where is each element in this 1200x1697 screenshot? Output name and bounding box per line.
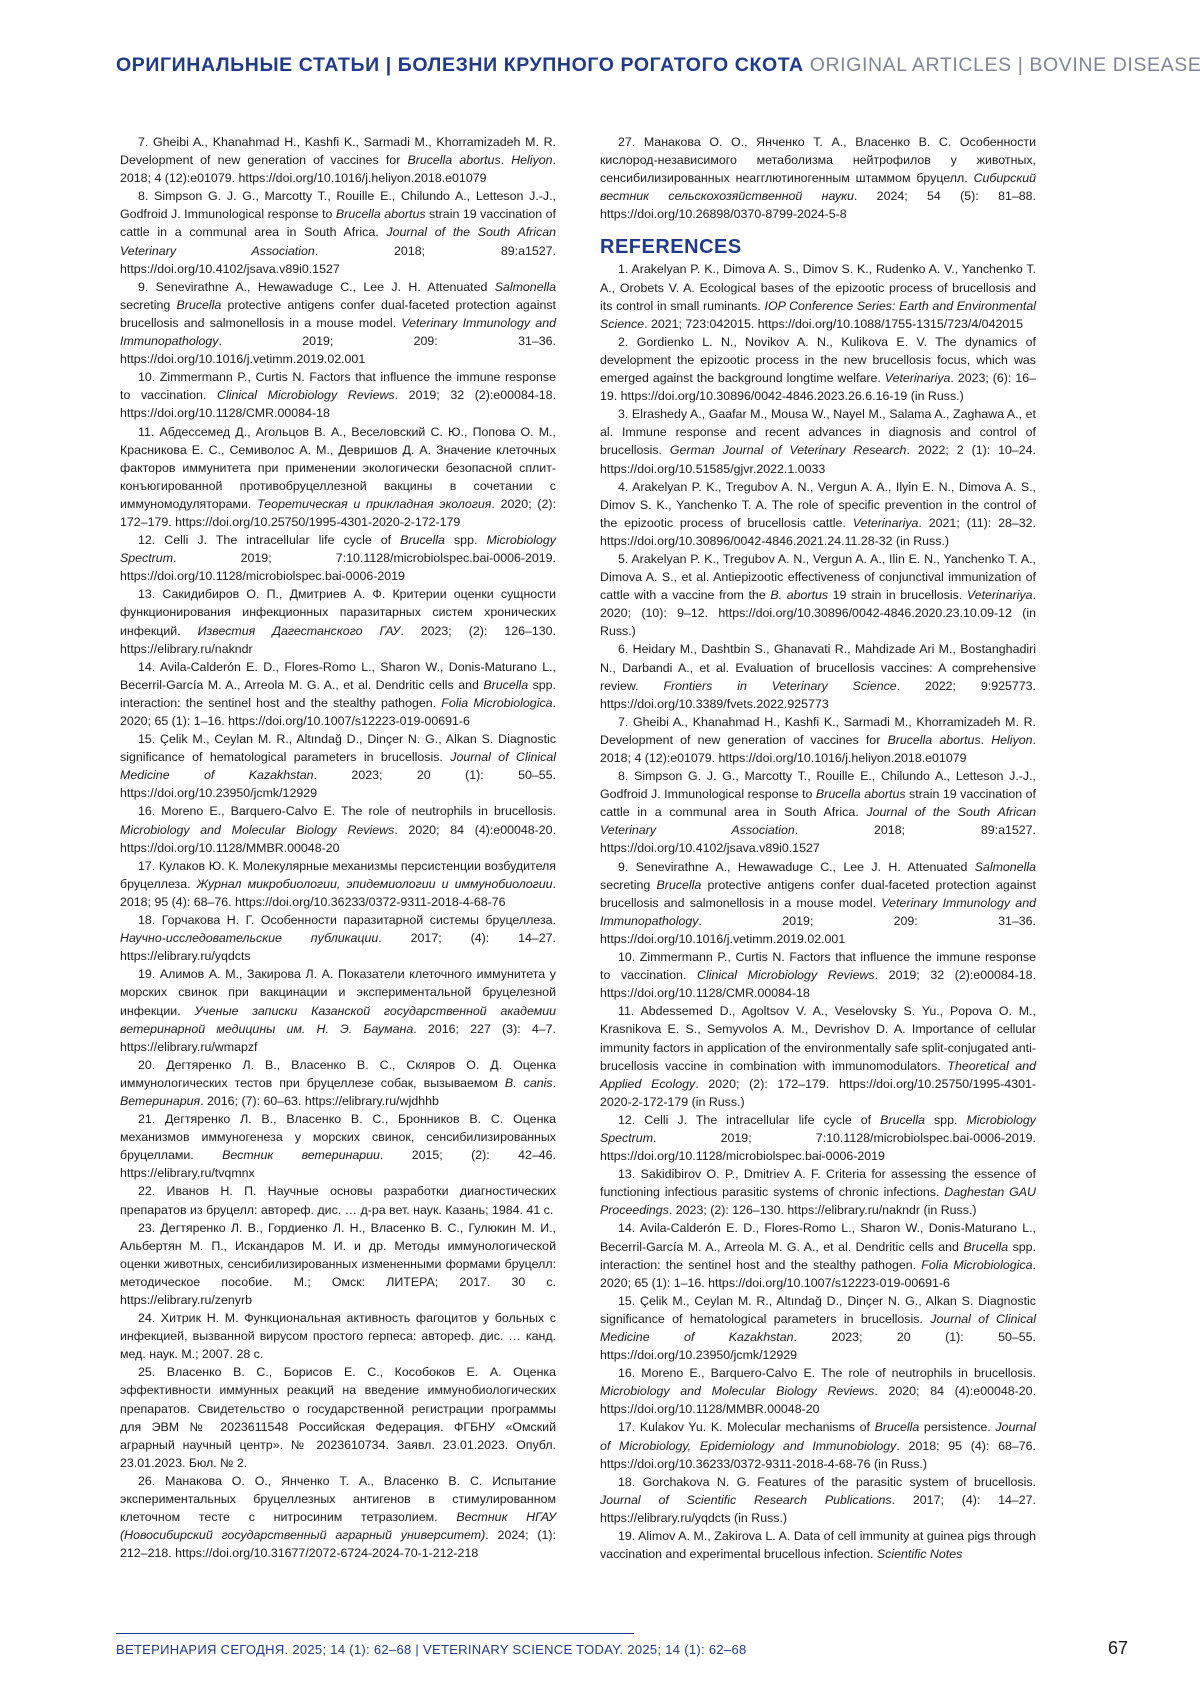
- reference-item: 14. Avila-Calderón E. D., Flores-Romo L., Sharon W., Donis-Maturano L., Becerril-García M. A., Arreola M. G. A., et al. Dendritic cells and Brucella spp. interaction: the sentinel host and the stealthy pathogen. Folia Microbiologica. 2020; 65 (1): 1–16. https://doi.org/10.1007/s12223-019-00691-6: [600, 1219, 1036, 1291]
- reference-item: 21. Дегтяренко Л. В., Власенко В. С., Бронников В. С. Оценка механизмов иммуногенеза у морских свинок, сенсибилизированных бруцеллами. Вестник ветеринарии. 2015; (2): 42–46. https://elibrary.ru/tvqmnx: [120, 1110, 556, 1182]
- reference-item: 9. Senevirathne A., Hewawaduge C., Lee J. H. Attenuated Salmonella secreting Brucella protective antigens confer dual-faceted protection against brucellosis and salmonellosis in a mouse model. Veterinary Immunology and Immunopathology. 2019; 209: 31–36. https://doi.org/10.1016/j.vetimm.2019.02.001: [120, 278, 556, 368]
- reference-item: 23. Дегтяренко Л. В., Гордиенко Л. Н., Власенко В. С., Гулюкин М. И., Альбертян М. П., Искандаров М. И. и др. Методы иммунологической оценки животных, сенсибилизированных измененными формами бруцелл: методическое пособие. М.; Омск: ЛИТЕРА; 2017. 30 с. https://elibrary.ru/zenyrb: [120, 1219, 556, 1309]
- reference-item: 24. Хитрик Н. М. Функциональная активность фагоцитов у больных с инфекцией, вызванной вирусом простого герпеса: автореф. дис. … канд. мед. наук. М.; 2007. 28 с.: [120, 1309, 556, 1363]
- right-references-list: [600, 260, 1036, 1563]
- reference-item: 15. Çelik M., Ceylan M. R., Altındağ D., Dinçer N. G., Alkan S. Diagnostic significance of hematological parameters in brucellosis. Journal of Clinical Medicine of Kazakhstan. 2023; 20 (1): 50–55. https://doi.org/10.23950/jcmk/12929: [600, 1292, 1036, 1364]
- reference-item: 12. Celli J. The intracellular life cycle of Brucella spp. Microbiology Spectrum. 2019; 7:10.1128/microbiolspec.bai-0006-2019. https://doi.org/10.1128/microbiolspec.bai-0006-2019: [120, 531, 556, 585]
- reference-item: 18. Gorchakova N. G. Features of the parasitic system of brucellosis. Journal of Scientific Research Publications. 2017; (4): 14–27. https://elibrary.ru/yqdcts (in Russ.): [600, 1473, 1036, 1527]
- reference-item: 16. Moreno E., Barquero-Calvo E. The role of neutrophils in brucellosis. Microbiology and Molecular Biology Reviews. 2020; 84 (4):e00048-20. https://doi.org/10.1128/MMBR.00048-20: [120, 802, 556, 856]
- reference-item: 22. Иванов Н. П. Научные основы разработки диагностических препаратов из бруцелл: автореф. дис. … д-ра вет. наук. Казань; 1984. 41 с.: [120, 1182, 556, 1218]
- reference-item: 11. Абдессемед Д., Агольцов В. А., Веселовский С. Ю., Попова О. М., Красникова Е. С., Семиволос А. М., Девришов Д. А. Значение клеточных факторов иммунитета при применении экологически безопасной сплит-конъюгированной противобруцеллезной вакцины в сочетании с иммуномодуляторами. Теоретическая и прикладная экология. 2020; (2): 172–179. https://doi.org/10.25750/1995-4301-2020-2-172-179: [120, 423, 556, 532]
- reference-item: 16. Moreno E., Barquero-Calvo E. The role of neutrophils in brucellosis. Microbiology and Molecular Biology Reviews. 2020; 84 (4):e00048-20. https://doi.org/10.1128/MMBR.00048-20: [600, 1364, 1036, 1418]
- reference-item: 10. Zimmermann P., Curtis N. Factors that influence the immune response to vaccination. Clinical Microbiology Reviews. 2019; 32 (2):e00084-18. https://doi.org/10.1128/CMR.00084-18: [120, 368, 556, 422]
- reference-item: 12. Celli J. The intracellular life cycle of Brucella spp. Microbiology Spectrum. 2019; 7:10.1128/microbiolspec.bai-0006-2019. https://doi.org/10.1128/microbiolspec.bai-0006-2019: [600, 1111, 1036, 1165]
- footer-citation: ВЕТЕРИНАРИЯ СЕГОДНЯ. 2025; 14 (1): 62–68 | VETERINARY SCIENCE TODAY. 2025; 14 (1): 62–68: [116, 1642, 747, 1657]
- page-number: 67: [1108, 1638, 1128, 1659]
- reference-item: 27. Манакова О. О., Янченко Т. А., Власенко В. С. Особенности кислород-независимого метаболизма нейтрофилов у животных, сенсибилизированных неагглютиногенным штаммом бруцелл. Сибирский вестник сельскохозяйственной науки. 2024; 54 (5): 81–88. https://doi.org/10.26898/0370-8799-2024-5-8: [600, 133, 1036, 223]
- reference-item: 20. Дегтяренко Л. В., Власенко В. С., Скляров О. Д. Оценка иммунологических тестов при бруцеллезе собак, вызываемом B. canis. Ветеринария. 2016; (7): 60–63. https://elibrary.ru/wjdhhb: [120, 1056, 556, 1110]
- reference-item: 6. Heidary M., Dashtbin S., Ghanavati R., Mahdizade Ari M., Bostanghadiri N., Darbandi A., et al. Evaluation of brucellosis vaccines: A comprehensive review. Frontiers in Veterinary Science. 2022; 9:925773. https://doi.org/10.3389/fvets.2022.925773: [600, 640, 1036, 712]
- reference-item: 3. Elrashedy A., Gaafar M., Mousa W., Nayel M., Salama A., Zaghawa A., et al. Immune response and recent advances in diagnosis and control of brucellosis. German Journal of Veterinary Research. 2022; 2 (1): 10–24. https://doi.org/10.51585/gjvr.2022.1.0033: [600, 405, 1036, 477]
- reference-item: 2. Gordienko L. N., Novikov A. N., Kulikova E. V. The dynamics of development the epizootic process in the new brucellosis focus, which was emerged against the background longtime welfare. Veterinariya. 2023; (6): 16–19. https://doi.org/10.30896/0042-4846.2023.26.6.16-19 (in Russ.): [600, 333, 1036, 405]
- reference-item: 18. Горчакова Н. Г. Особенности паразитарной системы бруцеллеза. Научно-исследовательские публикации. 2017; (4): 14–27. https://elibrary.ru/yqdcts: [120, 911, 556, 965]
- reference-item: 11. Abdessemed D., Agoltsov V. A., Veselovsky S. Yu., Popova O. M., Krasnikova E. S., Semyvolos A. M., Devrishov D. A. Importance of cellular immunity factors in application of the environmentally safe split-conjugated anti-brucellosis vaccine in combination with immunomodulators. Theoretical and Applied Ecology. 2020; (2): 172–179. https://doi.org/10.25750/1995-4301-2020-2-172-179 (in Russ.): [600, 1002, 1036, 1111]
- references-title: REFERENCES: [600, 235, 1036, 259]
- reference-item: 25. Власенко В. С., Борисов Е. С., Кособоков Е. А. Оценка эффективности иммунных реакций на введение иммунобиологических препаратов. Свидетельство о государственной регистрации программы для ЭВМ № 2023611548 Российская Федерация. ФГБНУ «Омский аграрный научный центр». № 2023610734. Заявл. 23.01.2023. Опубл. 23.01.2023. Бюл. № 2.: [120, 1363, 556, 1472]
- left-column: [120, 133, 556, 1562]
- reference-item: 13. Сакидибиров О. П., Дмитриев А. Ф. Критерии оценки сущности функционирования инфекционных паразитарных систем хронических инфекций. Известия Дагестанского ГАУ. 2023; (2): 126–130. https://elibrary.ru/nakndr: [120, 585, 556, 657]
- reference-item: 4. Arakelyan P. K., Tregubov A. N., Vergun A. A., Ilyin E. N., Dimova A. S., Dimov S. K., Yanchenko T. A. The role of specific prevention in the control of the epizootic process of brucellosis cattle. Veterinariya. 2021; (11): 28–32. https://doi.org/10.30896/0042-4846.2021.24.11.28-32 (in Russ.): [600, 478, 1036, 550]
- reference-item: 7. Gheibi A., Khanahmad H., Kashfi K., Sarmadi M., Khorramizadeh M. R. Development of new generation of vaccines for Brucella abortus. Heliyon. 2018; 4 (12):e01079. https://doi.org/10.1016/j.heliyon.2018.e01079: [600, 713, 1036, 767]
- reference-item: 10. Zimmermann P., Curtis N. Factors that influence the immune response to vaccination. Clinical Microbiology Reviews. 2019; 32 (2):e00084-18. https://doi.org/10.1128/CMR.00084-18: [600, 948, 1036, 1002]
- footer-divider: [116, 1633, 634, 1634]
- reference-item: 19. Алимов А. М., Закирова Л. А. Показатели клеточного иммунитета у морских свинок при вакцинации и экспериментальной бруцелезной инфекции. Ученые записки Казанской государственной академии ветеринарной медицины им. Н. Э. Баумана. 2016; 227 (3): 4–7. https://elibrary.ru/wmapzf: [120, 965, 556, 1055]
- reference-item: 15. Çelik M., Ceylan M. R., Altındağ D., Dinçer N. G., Alkan S. Diagnostic significance of hematological parameters in brucellosis. Journal of Clinical Medicine of Kazakhstan. 2023; 20 (1): 50–55. https://doi.org/10.23950/jcmk/12929: [120, 730, 556, 802]
- reference-item: 17. Kulakov Yu. K. Molecular mechanisms of Brucella persistence. Journal of Microbiology, Epidemiology and Immunobiology. 2018; 95 (4): 68–76. https://doi.org/10.36233/0372-9311-2018-4-68-76 (in Russ.): [600, 1418, 1036, 1472]
- left-references-list: [120, 133, 556, 1562]
- header-ru: ОРИГИНАЛЬНЫЕ СТАТЬИ | БОЛЕЗНИ КРУПНОГО РОГАТОГО СКОТА: [116, 54, 804, 76]
- right-column: [600, 133, 1036, 1563]
- reference-item: 1. Arakelyan P. K., Dimova A. S., Dimov S. K., Rudenko A. V., Yanchenko T. A., Orobets V. A. Ecological bases of the epizootic process of brucellosis and its control in small ruminants. IOP Conference Series: Earth and Environmental Science. 2021; 723:042015. https://doi.org/10.1088/1755-1315/723/4/042015: [600, 260, 1036, 332]
- reference-item: 8. Simpson G. J. G., Marcotty T., Rouille E., Chilundo A., Letteson J.-J., Godfroid J. Immunological response to Brucella abortus strain 19 vaccination of cattle in a communal area in South Africa. Journal of the South African Veterinary Association. 2018; 89:a1527. https://doi.org/10.4102/jsava.v89i0.1527: [600, 767, 1036, 857]
- reference-item: 13. Sakidibirov O. P., Dmitriev A. F. Criteria for assessing the essence of functioning infectious parasitic systems of chronic infections. Daghestan GAU Proceedings. 2023; (2): 126–130. https://elibrary.ru/nakndr (in Russ.): [600, 1165, 1036, 1219]
- header-en: ORIGINAL ARTICLES | BOVINE DISEASES: [810, 54, 1200, 76]
- reference-item: 19. Alimov A. M., Zakirova L. A. Data of cell immunity at guinea pigs through vaccination and experimental brucellous infection. Scientific Notes: [600, 1527, 1036, 1563]
- reference-item: 26. Манакова О. О., Янченко Т. А., Власенко В. С. Испытание экспериментальных бруцеллезных антигенов в стимулированном клеточном тесте с нитросиним тетразолием. Вестник НГАУ (Новосибирский государственный аграрный университет). 2024; (1): 212–218. https://doi.org/10.31677/2072-6724-2024-70-1-212-218: [120, 1472, 556, 1562]
- reference-item: 7. Gheibi A., Khanahmad H., Kashfi K., Sarmadi M., Khorramizadeh M. R. Development of new generation of vaccines for Brucella abortus. Heliyon. 2018; 4 (12):e01079. https://doi.org/10.1016/j.heliyon.2018.e01079: [120, 133, 556, 187]
- reference-item: 8. Simpson G. J. G., Marcotty T., Rouille E., Chilundo A., Letteson J.-J., Godfroid J. Immunological response to Brucella abortus strain 19 vaccination of cattle in a communal area in South Africa. Journal of the South African Veterinary Association. 2018; 89:a1527. https://doi.org/10.4102/jsava.v89i0.1527: [120, 187, 556, 277]
- reference-item: 17. Кулаков Ю. К. Молекулярные механизмы персистенции возбудителя бруцеллеза. Журнал микробиологии, эпидемиологии и иммунобиологии. 2018; 95 (4): 68–76. https://doi.org/10.36233/0372-9311-2018-4-68-76: [120, 857, 556, 911]
- reference-item: 14. Avila-Calderón E. D., Flores-Romo L., Sharon W., Donis-Maturano L., Becerril-García M. A., Arreola M. G. A., et al. Dendritic cells and Brucella spp. interaction: the sentinel host and the stealthy pathogen. Folia Microbiologica. 2020; 65 (1): 1–16. https://doi.org/10.1007/s12223-019-00691-6: [120, 658, 556, 730]
- reference-item: 9. Senevirathne A., Hewawaduge C., Lee J. H. Attenuated Salmonella secreting Brucella protective antigens confer dual-faceted protection against brucellosis and salmonellosis in a mouse model. Veterinary Immunology and Immunopathology. 2019; 209: 31–36. https://doi.org/10.1016/j.vetimm.2019.02.001: [600, 858, 1036, 948]
- running-header: [116, 54, 1200, 77]
- reference-item: 5. Arakelyan P. K., Tregubov A. N., Vergun A. A., Ilin E. N., Yanchenko T. A., Dimova A. S., et al. Antiepizootic effectiveness of conjunctival immunization of cattle with a vaccine from the B. abortus 19 strain in brucellosis. Veterinariya. 2020; (10): 9–12. https://doi.org/10.30896/0042-4846.2020.23.10.09-12 (in Russ.): [600, 550, 1036, 640]
